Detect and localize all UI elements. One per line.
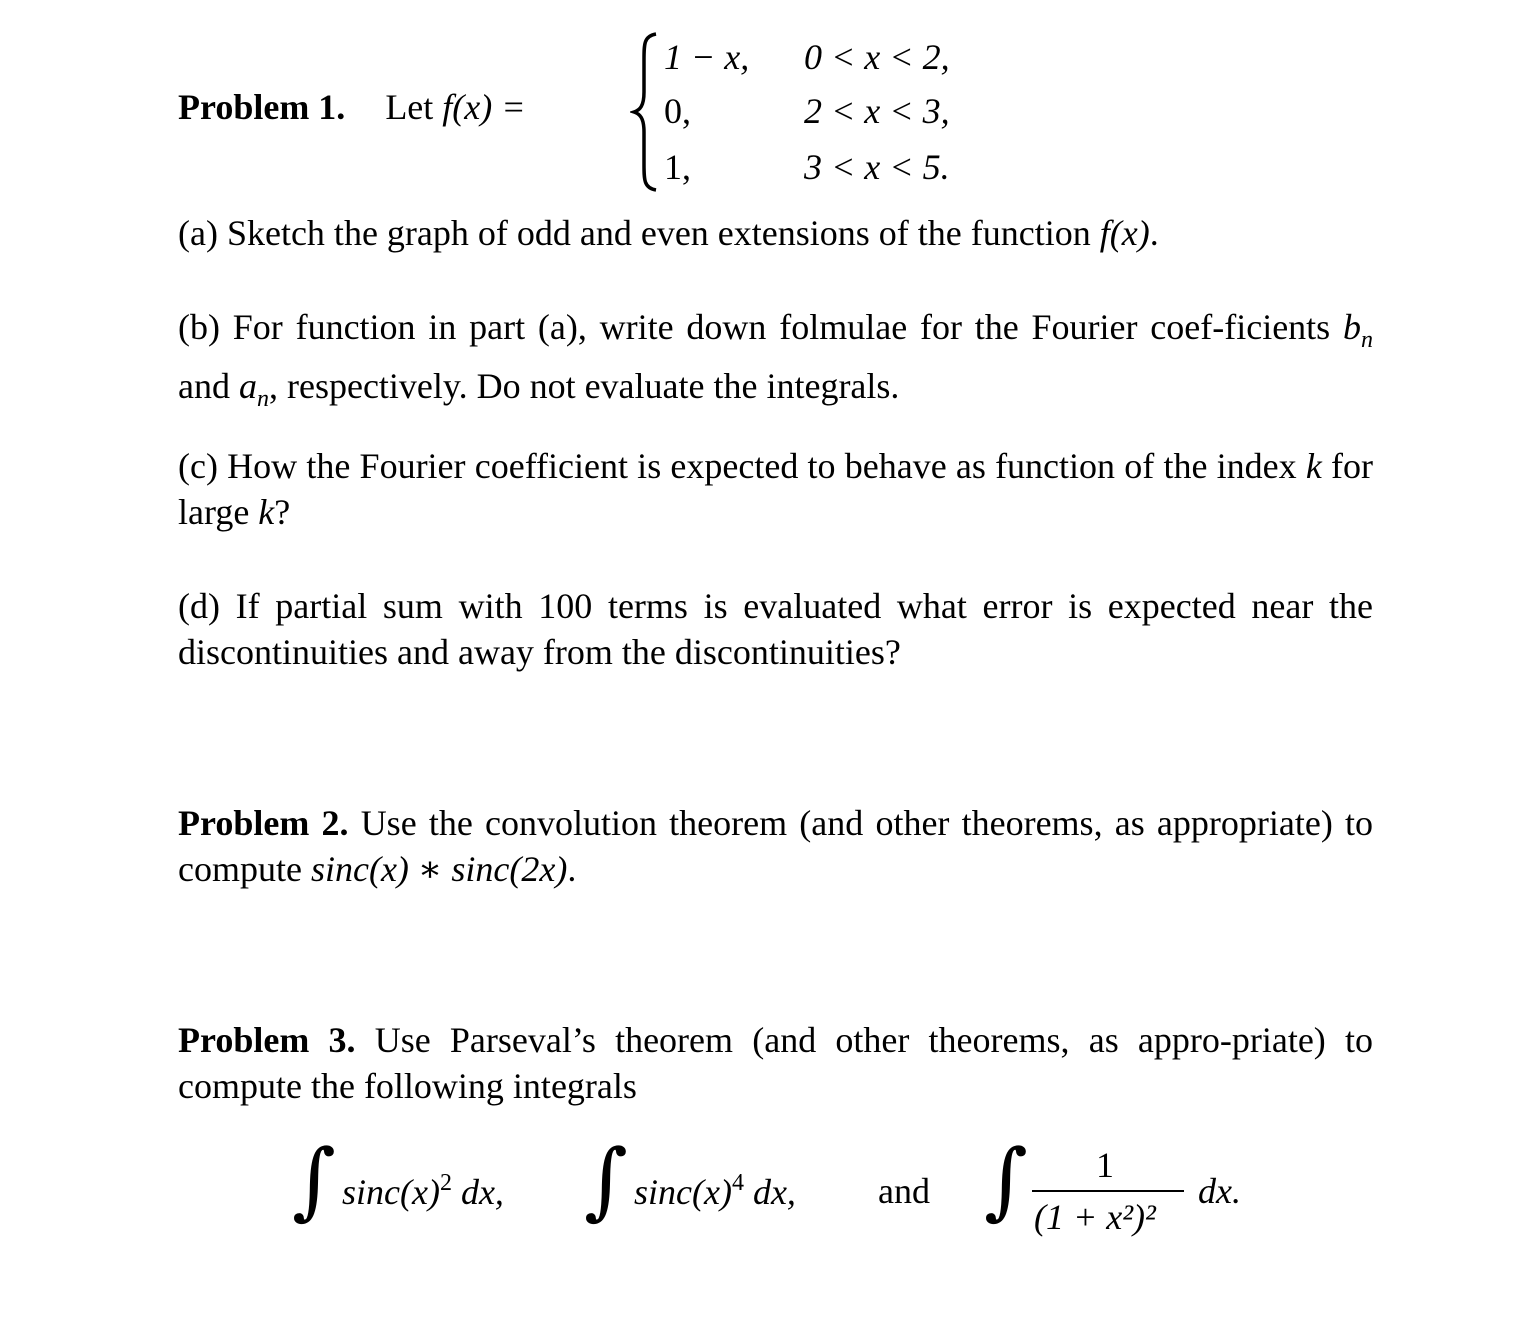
part-c-k2: k	[258, 492, 275, 532]
part-b-text1: (b) For function in part (a), write down folmulae for the Fourier coef-ficients	[178, 307, 1331, 347]
case-3-cond: 3 < x < 5.	[804, 147, 950, 187]
problem2-text: Use the convolution theorem (and other theorems, as appropriate) to compute	[178, 803, 1374, 889]
problem1-heading: Problem 1.	[178, 87, 346, 127]
integrals-and: and	[878, 1171, 930, 1211]
problem1-intro	[178, 86, 526, 128]
case-1-cond: 0 < x < 2,	[804, 37, 950, 77]
case-1-expr: 1 − x,	[664, 37, 750, 77]
problem2-heading: Problem 2.	[178, 803, 349, 843]
part-d-text: (d) If partial sum with 100 terms is evaluated what error is expected near the discontinuities and away from the discontinuities?	[178, 586, 1373, 672]
integral3-numerator: 1	[1096, 1145, 1114, 1185]
part-a-text: (a) Sketch the graph of odd and even extensions of the function	[178, 213, 1091, 253]
part-a	[178, 210, 1373, 256]
problem3	[178, 1017, 1373, 1109]
part-c-k1: k	[1305, 446, 1322, 486]
problem2	[178, 800, 1373, 892]
integral3-denominator: (1 + x²)²	[1034, 1197, 1156, 1237]
part-a-math: f(x)	[1099, 213, 1150, 253]
problem3-text: Use Parseval’s theorem (and other theorems, as appro-priate) to compute the following integrals	[178, 1020, 1374, 1106]
problem3-heading: Problem 3.	[178, 1020, 356, 1060]
part-b-and: and	[178, 366, 230, 406]
case-2-cond: 2 < x < 3,	[804, 91, 950, 131]
part-b-n2: n	[256, 386, 269, 412]
part-b-a: a	[238, 366, 257, 406]
part-d	[178, 583, 1373, 675]
part-a-period: .	[1149, 213, 1159, 253]
piecewise-brace	[630, 30, 660, 195]
integral3-fraction-bar	[1032, 1190, 1184, 1192]
integral-sign-3: ∫	[984, 1131, 1028, 1229]
integral3-dx: dx.	[1198, 1171, 1241, 1211]
case-2-expr: 0,	[664, 91, 691, 131]
part-b-n1: n	[1361, 327, 1373, 353]
integral1-power: 2	[439, 1170, 452, 1196]
integral-sign-2: ∫	[584, 1131, 628, 1229]
integral2-power: 4	[731, 1170, 744, 1196]
part-c-q: ?	[274, 492, 291, 532]
problem2-period: .	[567, 849, 577, 889]
part-b-text2: , respectively. Do not evaluate the integrals.	[268, 366, 900, 406]
integral1-body: sinc(x)	[342, 1172, 440, 1212]
part-c	[178, 443, 1373, 535]
integral2-body: sinc(x)	[634, 1172, 732, 1212]
part-b	[178, 304, 1373, 422]
problem2-math: sinc(x) ∗ sinc(2x)	[310, 849, 568, 889]
integral1-dx: dx,	[460, 1172, 504, 1212]
problem1-fx: f(x) =	[442, 87, 526, 127]
part-c-text1: (c) How the Fourier coefficient is expected to behave as function of the index	[178, 446, 1297, 486]
problem1-let: Let	[385, 87, 434, 127]
integral1	[342, 1170, 504, 1213]
part-b-b: b	[1343, 307, 1361, 347]
part-c-text2: for large	[178, 446, 1374, 532]
integral2	[634, 1170, 796, 1213]
case-3-expr: 1,	[664, 147, 691, 187]
integral2-dx: dx,	[752, 1172, 796, 1212]
integral-sign-1: ∫	[292, 1131, 336, 1229]
